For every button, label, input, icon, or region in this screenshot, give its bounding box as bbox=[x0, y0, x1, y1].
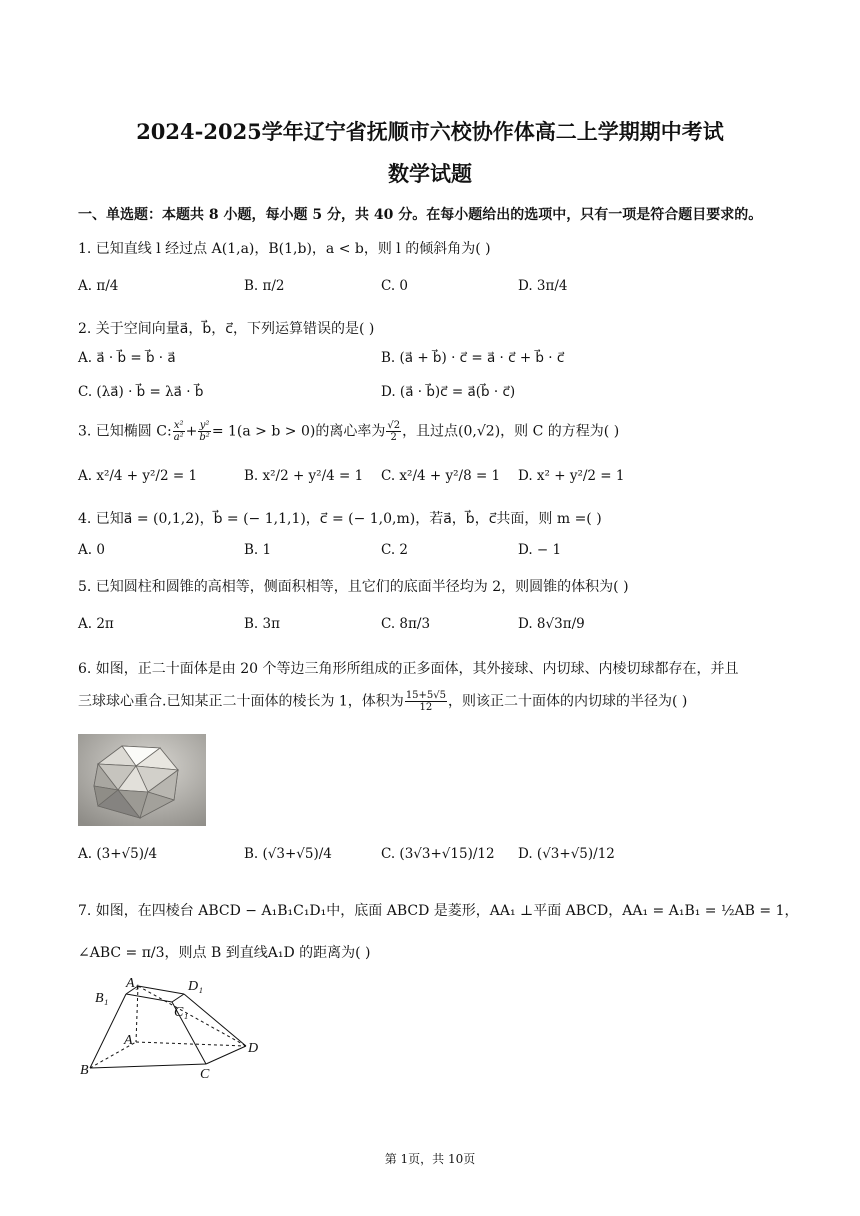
section-heading: 一、单选题：本题共 8 小题，每小题 5 分，共 40 分。在每小题给出的选项中，只有一项是符合题目要求的。 bbox=[78, 207, 763, 223]
page-title: 2024-2025学年辽宁省抚顺市六校协作体高二上学期期中考试 bbox=[136, 119, 724, 144]
question-4-stem: 4. 已知a⃗ = (0,1,2)，b⃗ = (− 1,1,1)，c⃗ = (− 1,0,m)，若a⃗，b⃗，c⃗共面，则 m =( ) bbox=[78, 511, 602, 527]
label-d1: D₁ bbox=[188, 979, 203, 994]
question-7-stem-line1: 7. 如图，在四棱台 ABCD − A₁B₁C₁D₁中，底面 ABCD 是菱形，AA₁ ⊥平面 ABCD，AA₁ = A₁B₁ = ½AB = 1， bbox=[78, 903, 799, 919]
question-3-stem: 3. 已知椭圆 C: $\frac{\text{x²}}{\text{a²}}$ + $\frac{\text{y²}}{\text{b²}}$ = 1(a > b > 0)的离心率为 $\frac{√2}{2}$ ，且过点(0,√2)，则 C 的方程为( ) bbox=[78, 420, 620, 443]
page-subtitle: 数学试题 bbox=[388, 161, 472, 186]
edge-a1-a bbox=[136, 986, 138, 1042]
label-a: A bbox=[124, 1033, 133, 1048]
question-3-option-b: B. x²/2 + y²/4 = 1 bbox=[244, 468, 364, 484]
question-6-stem-line2-post: ，则该正二十面体的内切球的半径为( ) bbox=[448, 693, 688, 710]
segment-a1-d bbox=[138, 986, 246, 1046]
edge-b-c bbox=[90, 1064, 206, 1068]
label-c1: C₁ bbox=[174, 1005, 189, 1020]
edge-c-d bbox=[206, 1046, 246, 1064]
question-3-option-d: D. x² + y²/2 = 1 bbox=[518, 468, 625, 484]
question-4-option-a: A. 0 bbox=[78, 542, 105, 558]
question-6-stem-line2 bbox=[78, 690, 687, 713]
question-4-option-d: D. − 1 bbox=[518, 542, 562, 558]
question-2-stem: 2. 关于空间向量a⃗，b⃗，c⃗，下列运算错误的是( ) bbox=[78, 321, 375, 337]
question-5-option-a: A. 2π bbox=[78, 616, 114, 632]
question-2-option-a: A. a⃗ · b⃗ = b⃗ · a⃗ bbox=[78, 350, 176, 366]
question-2-option-c: C. (λa⃗) · b⃗ = λa⃗ · b⃗ bbox=[78, 384, 204, 400]
label-d: D bbox=[248, 1041, 259, 1056]
question-3-stem-post: ，且过点(0,√2)，则 C 的方程为( ) bbox=[402, 423, 620, 440]
eccentricity-fraction: $\frac{√2}{2}$ bbox=[387, 420, 401, 443]
question-1-option-b: B. π/2 bbox=[244, 278, 285, 294]
question-1-option-c: C. 0 bbox=[381, 278, 409, 294]
question-2-option-b: B. (a⃗ + b⃗) · c⃗ = a⃗ · c⃗ + b⃗ · c⃗ bbox=[381, 350, 565, 366]
question-6-option-d: D. (√3+√5)/12 bbox=[518, 846, 615, 862]
edge-d1-c1 bbox=[172, 994, 184, 1002]
question-6-stem-line1: 6. 如图，正二十面体是由 20 个等边三角形所组成的正多面体，其外接球、内切球、内棱切球都存在，并且 bbox=[78, 661, 739, 677]
question-4-option-c: C. 2 bbox=[381, 542, 409, 558]
question-6-option-a: A. (3+√5)/4 bbox=[78, 846, 158, 862]
label-b: B bbox=[80, 1063, 89, 1078]
question-4-option-b: B. 1 bbox=[244, 542, 272, 558]
question-3-option-a: A. x²/4 + y²/2 = 1 bbox=[78, 468, 198, 484]
edge-d1-d bbox=[184, 994, 246, 1046]
question-5-option-d: D. 8√3π/9 bbox=[518, 616, 585, 632]
question-3-option-c: C. x²/4 + y²/8 = 1 bbox=[381, 468, 501, 484]
question-5-stem: 5. 已知圆柱和圆锥的高相等，侧面积相等，且它们的底面半径均为 2，则圆锥的体积为( ) bbox=[78, 579, 629, 595]
question-5-option-c: C. 8π/3 bbox=[381, 616, 431, 632]
page-footer: 第 1页，共 10页 bbox=[384, 1152, 476, 1166]
question-1-stem: 1. 已知直线 l 经过点 A(1,a)，B(1,b)，a < b，则 l 的倾斜角为( ) bbox=[78, 241, 491, 257]
icosahedron-photo bbox=[78, 734, 206, 826]
question-3-stem-pre: 3. 已知椭圆 C: bbox=[78, 423, 172, 440]
edge-a-d bbox=[136, 1042, 246, 1046]
volume-fraction: $\frac{15+5√5}{12}$ bbox=[405, 690, 447, 713]
question-6-stem-line2-pre: 三球球心重合.已知某正二十面体的棱长为 1，体积为 bbox=[78, 693, 404, 710]
question-1-option-a: A. π/4 bbox=[78, 278, 119, 294]
question-6-option-c: C. (3√3+√15)/12 bbox=[381, 846, 495, 862]
question-1-option-d: D. 3π/4 bbox=[518, 278, 568, 294]
equation-fraction-x: $\frac{\text{x²}}{\text{a²}}$ bbox=[173, 420, 184, 443]
question-5-option-b: B. 3π bbox=[244, 616, 280, 632]
question-7-stem-line2: ∠ABC = π/3，则点 B 到直线A₁D 的距离为( ) bbox=[78, 945, 371, 961]
question-2-option-d: D. (a⃗ · b⃗)c⃗ = a⃗(b⃗ · c⃗) bbox=[381, 384, 516, 400]
label-a1: A₁ bbox=[126, 976, 140, 991]
label-b1: B₁ bbox=[95, 991, 109, 1006]
question-6-option-b: B. (√3+√5)/4 bbox=[244, 846, 332, 862]
equation-fraction-y: $\frac{\text{y²}}{\text{b²}}$ bbox=[199, 420, 210, 443]
frustum-figure bbox=[80, 974, 270, 1084]
question-3-stem-mid: = 1(a > b > 0)的离心率为 bbox=[211, 423, 386, 440]
label-c: C bbox=[200, 1067, 210, 1082]
